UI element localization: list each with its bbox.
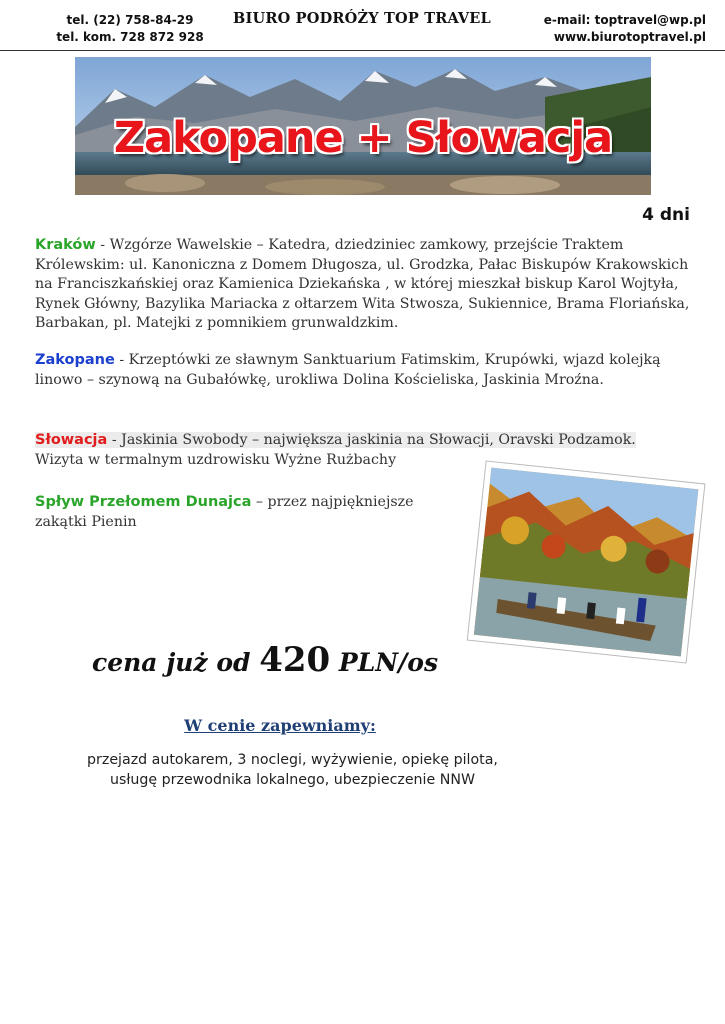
header-divider xyxy=(0,50,725,51)
banner-title: Zakopane + Słowacja xyxy=(113,113,613,163)
place-description: przez najpiękniejsze zakątki Pienin xyxy=(35,494,414,530)
separator: - xyxy=(95,237,110,253)
rafting-photo xyxy=(462,458,710,668)
email-address: e-mail: toptravel@wp.pl xyxy=(543,13,706,27)
company-name: BIURO PODRÓŻY TOP TRAVEL xyxy=(233,10,491,27)
banner-image xyxy=(75,57,651,195)
price-suffix: PLN/os xyxy=(338,648,439,677)
separator: - xyxy=(114,352,129,368)
included-line: przejazd autokarem, 3 noclegi, wyżywienie, opiekę pilota, xyxy=(87,752,498,768)
rafting-picture xyxy=(462,458,710,668)
phone-number: tel. (22) 758-84-29 xyxy=(66,13,194,27)
place-description: Krzeptówki ze sławnym Sanktuarium Fatimskim, Krupówki, wjazd kolejką linowo – szynową na Gubałówkę, urokliwa Dolina Kościeliska, Jaskinia Mroźna. xyxy=(35,352,661,388)
place-name: Spływ Przełomem Dunajca xyxy=(35,494,252,510)
section-zakopane xyxy=(35,351,690,390)
included-line: usługę przewodnika lokalnego, ubezpieczenie NNW xyxy=(110,772,475,788)
header-contact-phones xyxy=(30,12,230,46)
place-description: Jaskinia Swobody – największa jaskinia na Słowacji, Oravski Podzamok. xyxy=(121,432,636,448)
section-splyw xyxy=(35,493,440,532)
included-list xyxy=(40,750,545,790)
place-description: Wzgórze Wawelskie – Katedra, dziedziniec zamkowy, przejście Traktem Królewskim: ul. Kanoniczna z Domem Długosza, ul. Grodzka, Pałac Biskupów Krakowskich na Franciszkańskiej oraz Kamienica Dziekańska , w której mieszkał biskup Karol Wojtyła, Rynek Główny, Bazylika Mariacka z ołtarzem Wita Stwosza, Sukiennice, Brama Floriańska, Barbakan, pl. Matejki z pomnikiem grunwaldzkim. xyxy=(35,237,690,331)
separator: - xyxy=(107,432,122,448)
price-amount: 420 xyxy=(259,640,331,680)
trip-duration: 4 dni xyxy=(642,205,690,225)
mobile-number: tel. kom. 728 872 928 xyxy=(56,30,204,44)
place-name: Słowacja xyxy=(35,432,108,448)
included-title: W cenie zapewniamy: xyxy=(184,716,376,735)
place-description-extra: Wizyta w termalnym uzdrowisku Wyżne Rużbachy xyxy=(35,451,397,468)
header-contact-online xyxy=(506,12,706,46)
price xyxy=(92,640,438,680)
place-name: Zakopane xyxy=(35,352,115,368)
price-prefix: cena już od xyxy=(92,648,251,677)
place-name: Kraków xyxy=(35,237,96,253)
section-krakow xyxy=(35,236,690,334)
separator: – xyxy=(251,494,268,510)
website-address: www.biurotoptravel.pl xyxy=(553,30,706,44)
